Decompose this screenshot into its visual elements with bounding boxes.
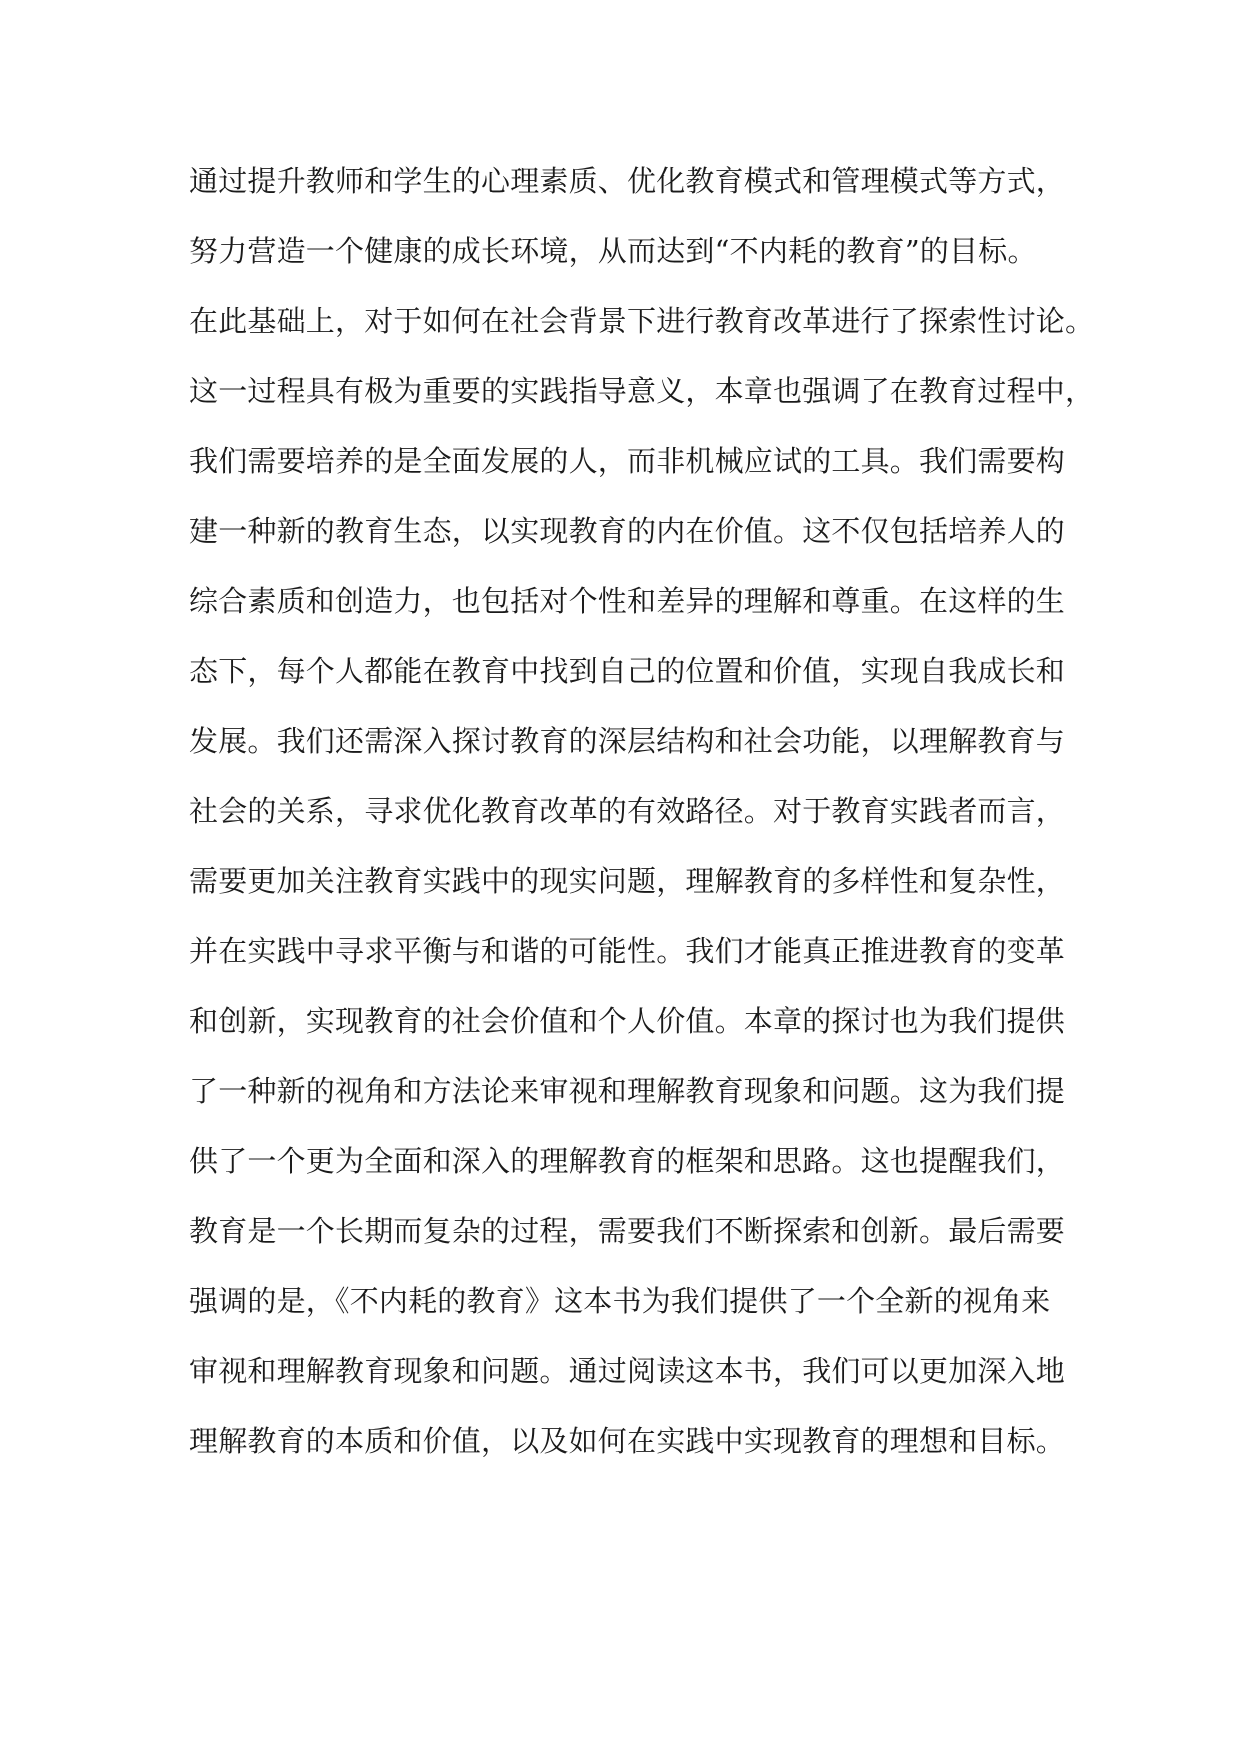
text-line: 理解教育的本质和价值，以及如何在实践中实现教育的理想和目标。 xyxy=(189,1424,1066,1458)
text-line: 在此基础上，对于如何在社会背景下进行教育改革进行了探索性讨论。 xyxy=(189,304,1095,338)
text-line: 并在实践中寻求平衡与和谐的可能性。我们才能真正推进教育的变革 xyxy=(189,934,1066,968)
text-line: 社会的关系，寻求优化教育改革的有效路径。对于教育实践者而言， xyxy=(189,794,1066,828)
text-line: 建一种新的教育生态，以实现教育的内在价值。这不仅包括培养人的 xyxy=(189,514,1066,548)
text-line: 努力营造一个健康的成长环境，从而达到“不内耗的教育”的目标。 xyxy=(189,234,1037,268)
text-line: 了一种新的视角和方法论来审视和理解教育现象和问题。这为我们提 xyxy=(189,1074,1066,1108)
text-line: 和创新，实现教育的社会价值和个人价值。本章的探讨也为我们提供 xyxy=(189,1004,1066,1038)
text-line: 综合素质和创造力，也包括对个性和差异的理解和尊重。在这样的生 xyxy=(189,584,1066,618)
text-line: 强调的是，《不内耗的教育》这本书为我们提供了一个全新的视角来 xyxy=(189,1284,1051,1318)
text-line: 这一过程具有极为重要的实践指导意义，本章也强调了在教育过程中， xyxy=(189,374,1095,408)
text-line: 态下，每个人都能在教育中找到自己的位置和价值，实现自我成长和 xyxy=(189,654,1066,688)
text-line: 通过提升教师和学生的心理素质、优化教育模式和管理模式等方式， xyxy=(189,164,1066,198)
text-line: 发展。我们还需深入探讨教育的深层结构和社会功能，以理解教育与 xyxy=(189,724,1066,758)
text-line: 供了一个更为全面和深入的理解教育的框架和思路。这也提醒我们， xyxy=(189,1144,1066,1178)
text-line: 教育是一个长期而复杂的过程，需要我们不断探索和创新。最后需要 xyxy=(189,1214,1066,1248)
body-paragraph xyxy=(189,146,1095,1476)
text-line: 需要更加关注教育实践中的现实问题，理解教育的多样性和复杂性， xyxy=(189,864,1066,898)
text-line: 我们需要培养的是全面发展的人，而非机械应试的工具。我们需要构 xyxy=(189,444,1066,478)
text-line: 审视和理解教育现象和问题。通过阅读这本书，我们可以更加深入地 xyxy=(189,1354,1066,1388)
